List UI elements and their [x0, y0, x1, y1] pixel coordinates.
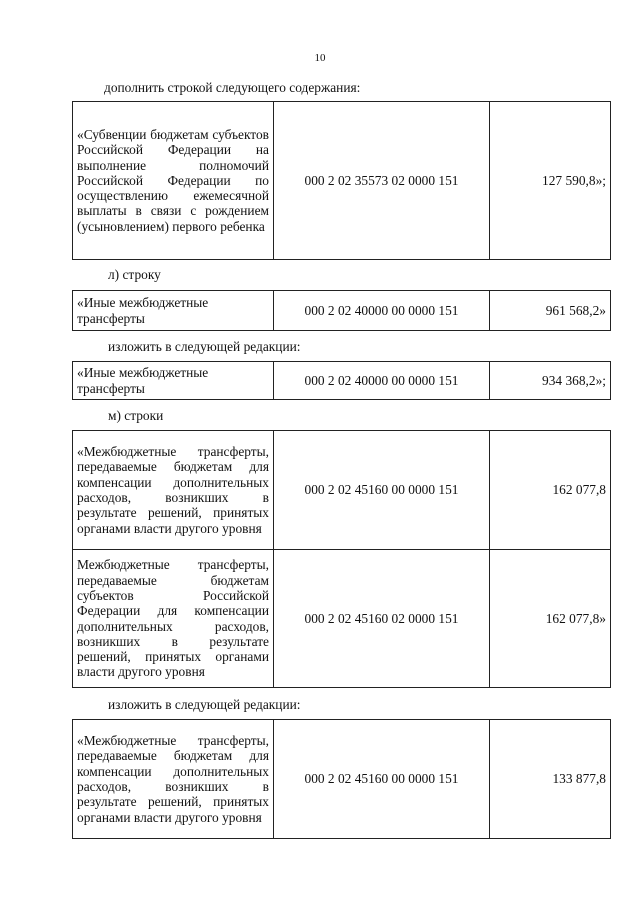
page-number: 10 — [314, 52, 326, 64]
instruction-text: л) строку — [108, 267, 161, 282]
row-code: 000 2 02 40000 00 0000 151 — [274, 362, 490, 400]
row-code: 000 2 02 35573 02 0000 151 — [274, 102, 490, 260]
table-row — [73, 102, 611, 260]
amendment-table — [72, 430, 611, 688]
row-amount: 162 077,8» — [490, 550, 611, 688]
row-amount: 934 368,2»; — [490, 362, 611, 400]
table-row — [73, 550, 611, 688]
row-name: «Иные межбюджетные трансферты — [73, 362, 274, 400]
row-amount: 133 877,8 — [490, 720, 611, 839]
row-name: «Иные межбюджетные трансферты — [73, 291, 274, 331]
table-row — [73, 720, 611, 839]
row-amount: 162 077,8 — [490, 431, 611, 550]
row-code: 000 2 02 45160 00 0000 151 — [274, 431, 490, 550]
table-row — [73, 291, 611, 331]
row-code: 000 2 02 45160 02 0000 151 — [274, 550, 490, 688]
amendment-table — [72, 290, 611, 331]
amendment-table — [72, 719, 611, 839]
row-name: Межбюджетные трансферты, передаваемые бюджетам субъектов Российской Федерации для компенсации дополнительных расходов, возникших в результате решений, принятых органами власти другого уровня — [73, 550, 274, 688]
amendment-table — [72, 361, 611, 400]
row-amount: 127 590,8»; — [490, 102, 611, 260]
amendment-table — [72, 101, 611, 260]
table-row — [73, 431, 611, 550]
row-code: 000 2 02 45160 00 0000 151 — [274, 720, 490, 839]
instruction-text: изложить в следующей редакции: — [108, 697, 301, 712]
instruction-text: дополнить строкой следующего содержания: — [104, 80, 361, 95]
row-name: «Межбюджетные трансферты, передаваемые бюджетам для компенсации дополнительных расходов, возникших в результате решений, принятых органами власти другого уровня — [73, 720, 274, 839]
table-row — [73, 362, 611, 400]
row-name: «Субвенции бюджетам субъектов Российской Федерации на выполнение полномочий Российской Федерации по осуществлению ежемесячной выплаты в связи с рождением (усыновлением) первого ребенка — [73, 102, 274, 260]
row-name: «Межбюджетные трансферты, передаваемые бюджетам для компенсации дополнительных расходов, возникших в результате решений, принятых органами власти другого уровня — [73, 431, 274, 550]
instruction-text: изложить в следующей редакции: — [108, 339, 301, 354]
instruction-text: м) строки — [108, 408, 164, 423]
row-code: 000 2 02 40000 00 0000 151 — [274, 291, 490, 331]
row-amount: 961 568,2» — [490, 291, 611, 331]
